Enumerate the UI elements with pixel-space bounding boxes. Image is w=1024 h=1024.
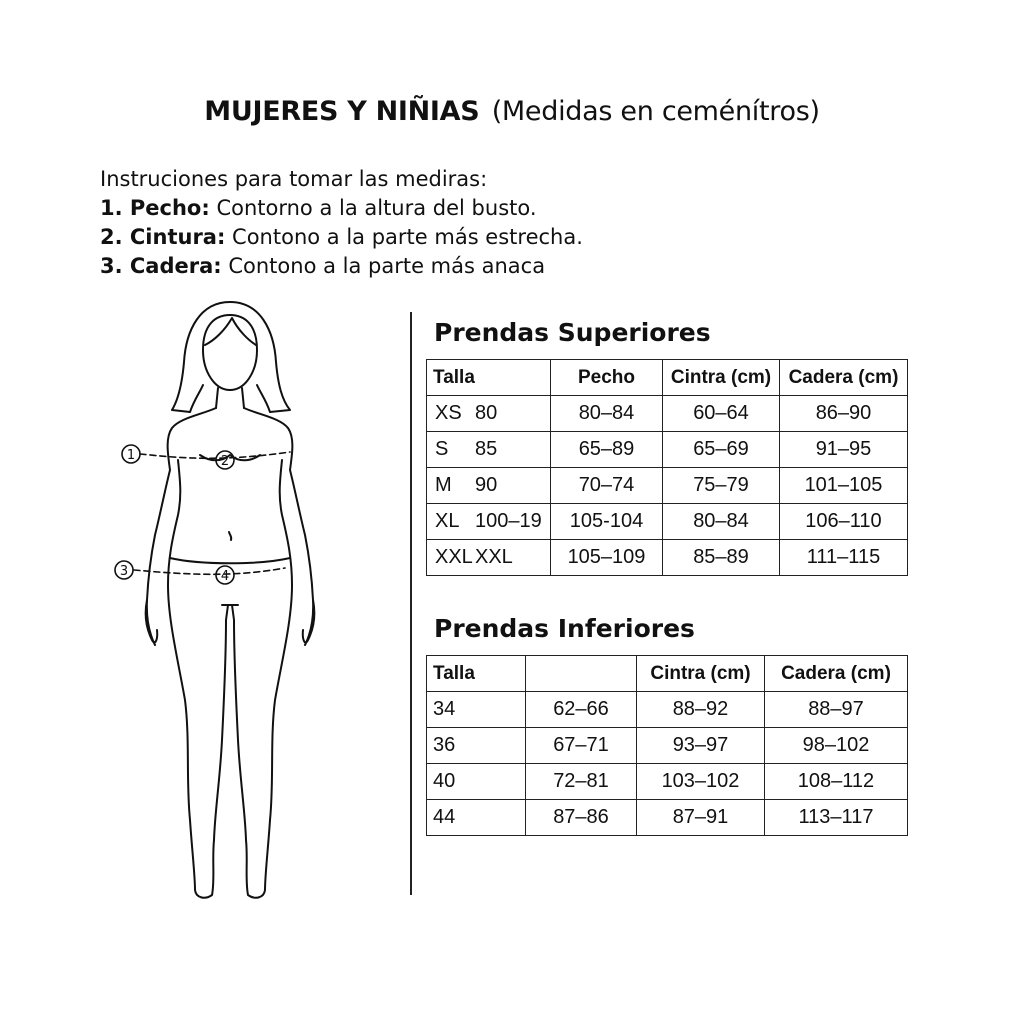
- cadera-cell: 86–90: [780, 396, 908, 432]
- tops-section-title: Prendas Superiores: [434, 318, 711, 347]
- cintura-cell: 85–89: [663, 540, 780, 576]
- header-cadera: Cadera (cm): [765, 656, 908, 692]
- header-cintura: Cintra (cm): [663, 360, 780, 396]
- cintura-cell: 103–102: [637, 764, 765, 800]
- size-value: 90: [475, 474, 498, 496]
- instruction-text: Contono a la parte más estrecha.: [225, 225, 583, 249]
- cadera-cell: 111–115: [780, 540, 908, 576]
- bust-measure-line: [140, 452, 290, 458]
- instructions-heading: Instruciones para tomar las mediras:: [100, 167, 488, 191]
- hip-measure-line: [134, 568, 285, 574]
- instructions: [100, 165, 583, 281]
- pecho-cell: 70–74: [551, 468, 663, 504]
- navel: [229, 532, 231, 540]
- cadera-cell: 101–105: [780, 468, 908, 504]
- size-value: XXL: [475, 546, 513, 568]
- marker-1-label: 1: [126, 448, 136, 463]
- cadera-cell: 108–112: [765, 764, 908, 800]
- instruction-label: 2. Cintura:: [100, 225, 226, 249]
- instruction-label: 3. Cadera:: [100, 254, 222, 278]
- instruction-text: Contorno a la altura del busto.: [209, 196, 537, 220]
- size-value: 100–19: [475, 510, 542, 532]
- table-row: [427, 396, 908, 432]
- table-row: [427, 468, 908, 504]
- body-right-outline: [232, 408, 313, 898]
- pecho-cell: 65–89: [551, 432, 663, 468]
- header-talla: Talla: [427, 360, 551, 396]
- cadera-cell: 91–95: [780, 432, 908, 468]
- face-outline: [203, 315, 257, 390]
- size-label: XXL: [435, 546, 473, 568]
- header-talla: Talla: [427, 656, 526, 692]
- header-blank: [526, 656, 637, 692]
- table-header-row: [427, 656, 908, 692]
- cintura-cell: 88–92: [637, 692, 765, 728]
- size-cell: 44: [427, 800, 526, 836]
- size-label: M: [435, 474, 452, 496]
- size-cell: [427, 540, 551, 576]
- size-cell: [427, 432, 551, 468]
- size-cell: 36: [427, 728, 526, 764]
- cintura-cell: 93–97: [637, 728, 765, 764]
- title-units: (Medidas en ceménítros): [491, 96, 820, 127]
- cintura-cell: 75–79: [663, 468, 780, 504]
- instruction-label: 1. Pecho:: [100, 196, 210, 220]
- header-cadera: Cadera (cm): [780, 360, 908, 396]
- size-cell: [427, 396, 551, 432]
- size-label: S: [435, 438, 449, 460]
- marker-4-label: 4: [220, 569, 230, 584]
- cadera-cell: 106–110: [780, 504, 908, 540]
- cintura-cell: 80–84: [663, 504, 780, 540]
- hip-line: [170, 558, 290, 563]
- table-row: [427, 764, 908, 800]
- value-cell: 62–66: [526, 692, 637, 728]
- value-cell: 72–81: [526, 764, 637, 800]
- size-value: 85: [475, 438, 498, 460]
- cadera-cell: 98–102: [765, 728, 908, 764]
- tops-size-table: [426, 359, 908, 576]
- body-figure-illustration: [100, 292, 340, 912]
- pecho-cell: 80–84: [551, 396, 663, 432]
- table-row: [427, 540, 908, 576]
- marker-3-label: 3: [119, 564, 129, 579]
- size-label: XL: [435, 510, 460, 532]
- cintura-cell: 87–91: [637, 800, 765, 836]
- cadera-cell: 113–117: [765, 800, 908, 836]
- marker-2-label: 2: [220, 454, 230, 469]
- table-row: [427, 504, 908, 540]
- instruction-text: Contono a la parte más anaca: [221, 254, 546, 278]
- pecho-cell: 105-104: [551, 504, 663, 540]
- column-divider: [410, 312, 412, 895]
- instruction-item: [100, 252, 583, 281]
- value-cell: 67–71: [526, 728, 637, 764]
- bottoms-size-table: [426, 655, 908, 836]
- title-main: MUJERES Y NIÑIAS: [204, 96, 480, 127]
- table-row: [427, 728, 908, 764]
- table-row: [427, 692, 908, 728]
- instruction-item: [100, 223, 583, 252]
- cintura-cell: 60–64: [663, 396, 780, 432]
- size-label: XS: [435, 402, 462, 424]
- bottoms-section-title: Prendas Inferiores: [434, 614, 695, 643]
- pecho-cell: 105–109: [551, 540, 663, 576]
- cadera-cell: 88–97: [765, 692, 908, 728]
- size-cell: 40: [427, 764, 526, 800]
- cintura-cell: 65–69: [663, 432, 780, 468]
- size-cell: [427, 468, 551, 504]
- size-value: 80: [475, 402, 498, 424]
- header-pecho: Pecho: [551, 360, 663, 396]
- size-cell: [427, 504, 551, 540]
- table-row: [427, 800, 908, 836]
- page-title: [0, 96, 1024, 127]
- instruction-item: [100, 194, 583, 223]
- body-left-outline: [147, 408, 228, 898]
- size-cell: 34: [427, 692, 526, 728]
- value-cell: 87–86: [526, 800, 637, 836]
- header-cintura: Cintra (cm): [637, 656, 765, 692]
- table-header-row: [427, 360, 908, 396]
- table-row: [427, 432, 908, 468]
